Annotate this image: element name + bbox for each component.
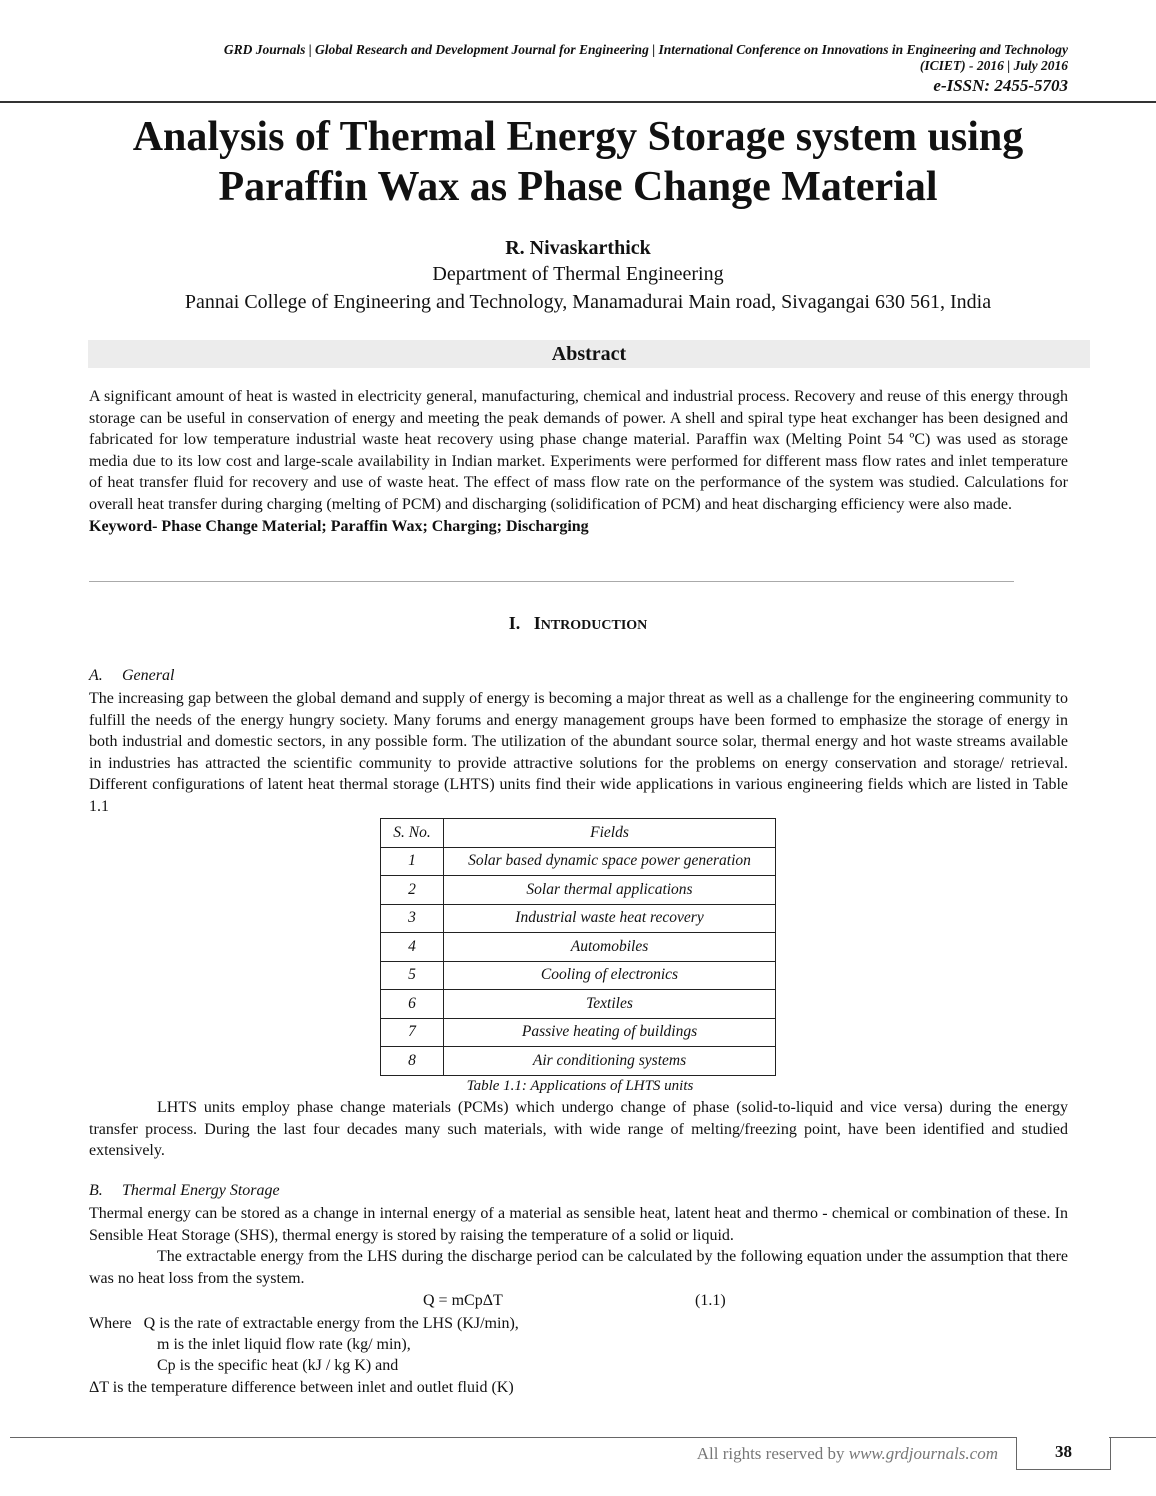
table-cell: Air conditioning systems — [444, 1047, 776, 1076]
lhts-paragraph: LHTS units employ phase change materials (PCMs) which undergo change of phase (solid-to-liquid and vice versa) during the energy transfer process. During the last four decades many such materials, with wide range of melting/freezing point, have been identified and studied extensively. — [89, 1099, 1068, 1160]
table-row — [381, 904, 776, 933]
table-row — [381, 876, 776, 905]
section-heading-introduction — [0, 612, 1156, 637]
table-cell: Solar based dynamic space power generation — [444, 847, 776, 876]
author-department: Department of Thermal Engineering — [432, 263, 724, 285]
footer-site-link[interactable]: www.grdjournals.com — [848, 1444, 998, 1463]
table-cell: 5 — [381, 961, 444, 990]
table-cell: Passive heating of buildings — [444, 1018, 776, 1047]
table-row — [381, 990, 776, 1019]
where-line-q: Where Q is the rate of extractable energy from the LHS (KJ/min), — [89, 1315, 519, 1332]
subsection-label: A. — [89, 667, 103, 684]
journal-header-line1: GRD Journals | Global Research and Development Journal for Engineering | International Conference on Innovations in Engineering and Technology — [223, 42, 1068, 57]
general-paragraph: The increasing gap between the global demand and supply of energy is becoming a major threat as well as a challenge for the engineering community to fulfill the needs of the energy hungry society. Many forums and energy management groups have been formed to emphasize the storage of energy in both industrial and domestic sectors, in any possible form. The utilization of the abundant source solar, thermal energy and hot waste streams available in industries has attracted the scientific community to provide attractive solutions for the problems on energy conservation and storage/ retrieval. Different configurations of latent heat thermal storage (LHTS) units find their wide applications in various engineering fields which are listed in Table 1.1 — [89, 690, 1068, 815]
author-affiliation: Pannai College of Engineering and Technology, Manamadurai Main road, Sivagangai 630 561, India — [184, 291, 992, 313]
table-cell: Solar thermal applications — [444, 876, 776, 905]
subsection-label: B. — [89, 1182, 103, 1199]
table-header-fields: Fields — [444, 819, 776, 848]
footer-rights-text: All rights reserved by — [696, 1444, 849, 1463]
paper-title: Analysis of Thermal Energy Storage system using Paraffin Wax as Phase Change Material — [132, 114, 1024, 210]
table-row — [381, 933, 776, 962]
journal-issn: e-ISSN: 2455-5703 — [933, 76, 1068, 95]
footer-rights — [600, 1443, 998, 1465]
where-line-m: m is the inlet liquid flow rate (kg/ min), — [157, 1336, 411, 1353]
abstract-divider — [89, 581, 1014, 582]
abstract-body: A significant amount of heat is wasted in electricity general, manufacturing, chemical and industrial process. Recovery and reuse of this energy through storage can be useful in conservation of energy and meeting the peak demands of power. A shell and spiral type heat exchanger has been designed and fabricated for low temperature industrial waste heat recovery using phase change material. Paraffin wax (Melting Point 54 ºC) was used as storage media due to its low cost and large-scale availability in Indian market. Experiments were performed for different mass flow rates and inlet temperature of heat transfer fluid for recovery and use of waste heat. The effect of mass flow rate on the performance of the system was studied. Calculations for overall heat transfer during charging (melting of PCM) and discharging (solidification of PCM) and heat discharging efficiency were also made. — [89, 388, 1068, 513]
table-cell: Cooling of electronics — [444, 961, 776, 990]
equation: Q = mCpΔT — [423, 1292, 503, 1309]
page-number: 38 — [1055, 1442, 1072, 1461]
journal-header-line2: (ICIET) - 2016 | July 2016 — [919, 58, 1068, 73]
subsection-heading-thermal-energy-storage — [89, 1181, 280, 1201]
section-number: I. — [508, 613, 521, 633]
table-cell: 4 — [381, 933, 444, 962]
footer-divider-left — [10, 1437, 1016, 1438]
where-line-cp: Cp is the specific heat (kJ / kg K) and — [157, 1357, 399, 1374]
table-cell: 1 — [381, 847, 444, 876]
where-line-dt: ΔT is the temperature difference between inlet and outlet fluid (K) — [89, 1379, 514, 1396]
tes-paragraph-1: Thermal energy can be stored as a change in internal energy of a material as sensible heat, latent heat and thermo - chemical or combination of these. In Sensible Heat Storage (SHS), thermal energy is stored by raising the temperature of a solid or liquid. — [89, 1205, 1068, 1244]
table-cell: Industrial waste heat recovery — [444, 904, 776, 933]
table-row — [381, 961, 776, 990]
subsection-title: General — [122, 667, 175, 684]
section-title-rest: NTRODUCTION — [540, 618, 648, 633]
section-title-initial: I — [533, 613, 541, 633]
equation-number: (1.1) — [695, 1292, 726, 1309]
table-cell: 7 — [381, 1018, 444, 1047]
header-divider — [0, 101, 1156, 103]
table-cell: 8 — [381, 1047, 444, 1076]
keywords: Keyword- Phase Change Material; Paraffin Wax; Charging; Discharging — [89, 517, 589, 535]
table-cell: 6 — [381, 990, 444, 1019]
table-caption: Table 1.1: Applications of LHTS units — [466, 1078, 694, 1094]
table-row — [381, 1047, 776, 1076]
table-cell: Textiles — [444, 990, 776, 1019]
lhts-applications-table — [380, 818, 776, 1076]
author-name: R. Nivaskarthick — [505, 237, 651, 259]
table-header-sno: S. No. — [381, 819, 444, 848]
table-cell: Automobiles — [444, 933, 776, 962]
abstract-text — [89, 386, 1068, 537]
table-cell: 2 — [381, 876, 444, 905]
subsection-title: Thermal Energy Storage — [122, 1182, 280, 1199]
table-cell: 3 — [381, 904, 444, 933]
table-row — [381, 1018, 776, 1047]
abstract-heading: Abstract — [88, 340, 1090, 368]
tes-paragraph-2: The extractable energy from the LHS during the discharge period can be calculated by the following equation under the assumption that there was no heat loss from the system. — [89, 1248, 1068, 1287]
subsection-heading-general — [89, 666, 174, 686]
footer-divider-right — [1109, 1437, 1156, 1438]
table-row — [381, 847, 776, 876]
table-header-row — [381, 819, 776, 848]
